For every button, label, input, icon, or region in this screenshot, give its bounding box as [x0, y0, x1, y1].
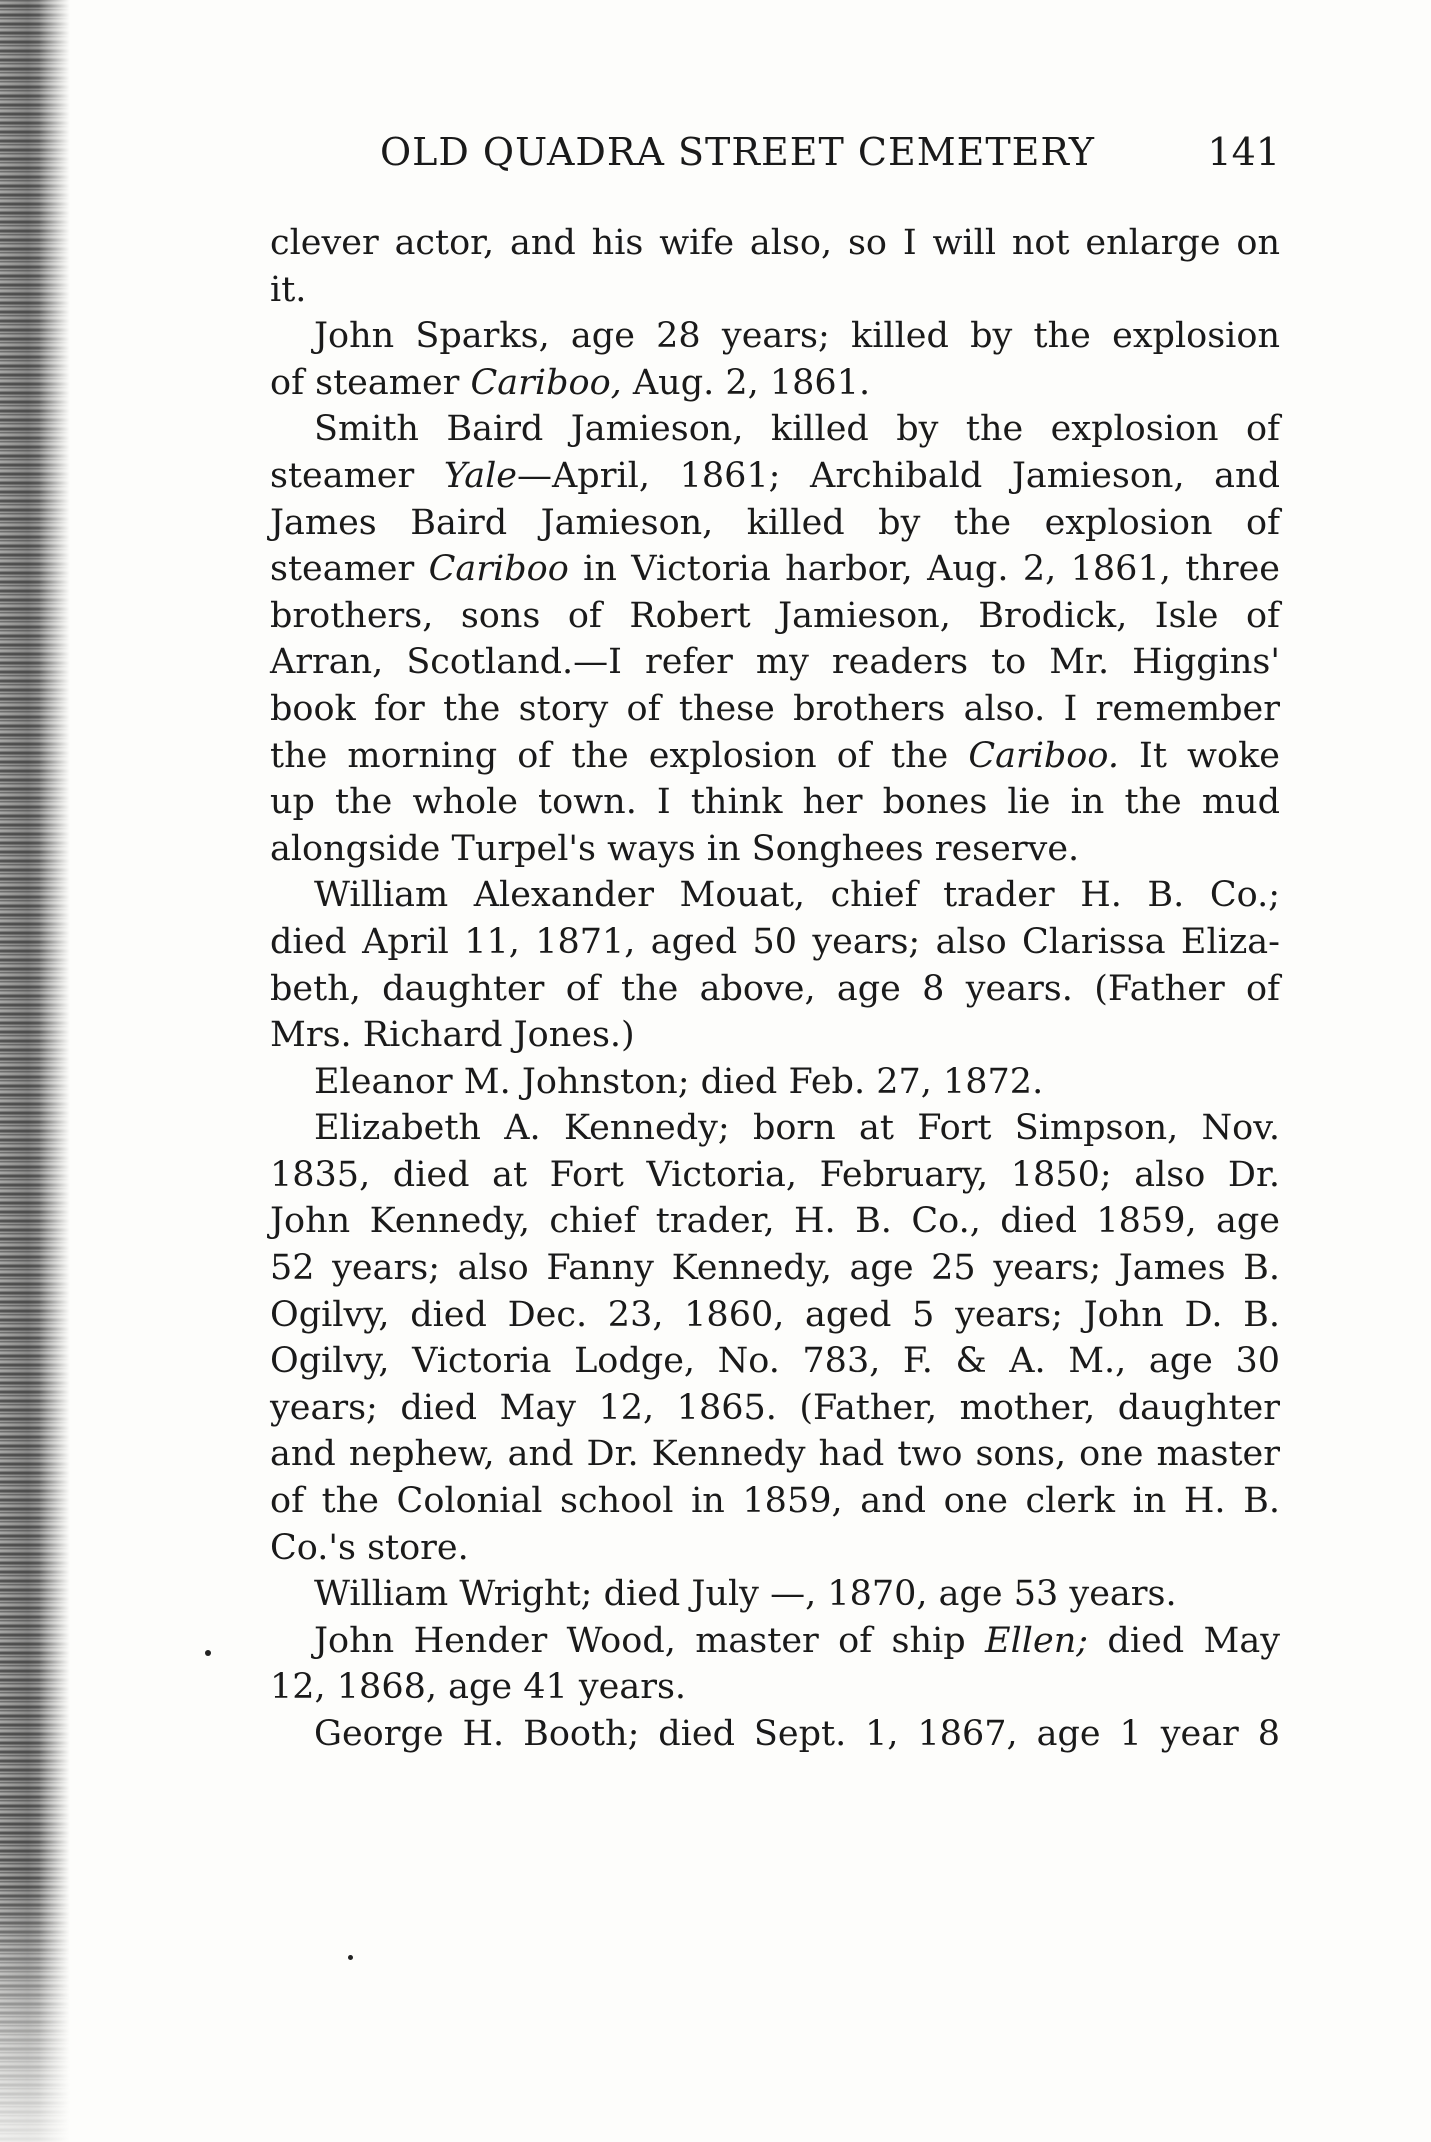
text-run: clever actor, and his wife also, so I will not enlarge on	[270, 223, 1280, 263]
text-line	[270, 826, 1280, 873]
text-run: years; died May 12, 1865. (Father, mother, daughter	[270, 1387, 1280, 1428]
text-run: brothers, sons of Robert Jamieson, Brodick, Isle of	[270, 595, 1280, 636]
text-line	[270, 779, 1280, 826]
text-line	[270, 1338, 1280, 1385]
text-run: steamer	[270, 455, 444, 496]
text-run: Co.'s store.	[270, 1527, 469, 1568]
text-run: John Hender Wood, master of ship	[314, 1620, 986, 1661]
italic-vessel-name: Ellen;	[985, 1620, 1089, 1661]
italic-vessel-name: Cariboo	[428, 549, 569, 590]
text-run: Smith Baird Jamieson, killed by the explosion of	[314, 409, 1280, 450]
italic-vessel-name: Cariboo,	[470, 362, 622, 403]
page-number: 141	[1207, 130, 1280, 174]
page-header	[380, 130, 1280, 190]
text-line	[270, 1478, 1280, 1525]
text-run: beth, daughter of the above, age 8 years. (Father of	[270, 968, 1280, 1009]
text-run: died May	[1088, 1620, 1280, 1661]
text-run: Elizabeth A. Kennedy; born at Fort Simpson, Nov.	[314, 1108, 1280, 1149]
text-line	[270, 313, 1280, 360]
text-line	[270, 1618, 1280, 1665]
text-run: Aug. 2, 1861.	[621, 362, 871, 403]
running-head: OLD QUADRA STREET CEMETERY	[380, 130, 1095, 174]
text-line	[270, 1245, 1280, 1292]
text-run: Eleanor M. Johnston; died Feb. 27, 1872.	[314, 1061, 1044, 1102]
text-line	[270, 872, 1280, 919]
text-run: it.	[270, 269, 307, 310]
text-line	[270, 593, 1280, 640]
text-run: the morning of the explosion of the	[270, 735, 969, 776]
text-line	[270, 1152, 1280, 1199]
text-run: alongside Turpel's ways in Songhees reserve.	[270, 828, 1080, 869]
text-line	[270, 1385, 1280, 1432]
gutter-fade	[0, 1880, 70, 2142]
text-run: —April, 1861; Archibald Jamieson, and	[517, 455, 1280, 496]
body-text	[270, 220, 1280, 1758]
text-run: up the whole town. I think her bones lie in the mud	[270, 782, 1280, 823]
text-line	[270, 1012, 1280, 1059]
text-line	[270, 1059, 1280, 1106]
text-line	[270, 639, 1280, 686]
italic-vessel-name: Yale	[443, 455, 518, 496]
print-speck	[348, 1955, 353, 1960]
text-run: It woke	[1118, 735, 1281, 776]
text-line	[270, 1105, 1280, 1152]
text-line	[270, 360, 1280, 407]
text-line	[270, 500, 1280, 547]
text-run: George H. Booth; died Sept. 1, 1867, age 1 year 8	[314, 1714, 1280, 1754]
print-speck	[205, 1650, 211, 1656]
text-run: John Kennedy, chief trader, H. B. Co., died 1859, age	[270, 1201, 1280, 1242]
text-run: book for the story of these brothers also. I remember	[270, 688, 1280, 729]
text-line	[270, 1431, 1280, 1478]
text-run: John Sparks, age 28 years; killed by the explosion	[314, 316, 1280, 357]
text-run: 12, 1868, age 41 years.	[270, 1667, 687, 1708]
italic-vessel-name: Cariboo.	[968, 735, 1119, 776]
text-line	[270, 406, 1280, 453]
text-line	[270, 1571, 1280, 1618]
text-line	[270, 1664, 1280, 1711]
text-run: and nephew, and Dr. Kennedy had two sons, one master	[270, 1434, 1280, 1475]
text-run: 1835, died at Fort Victoria, February, 1850; also Dr.	[270, 1154, 1280, 1195]
text-line	[270, 966, 1280, 1013]
text-line	[270, 220, 1280, 267]
text-run: in Victoria harbor, Aug. 2, 1861, three	[568, 549, 1280, 590]
text-run: of the Colonial school in 1859, and one clerk in H. B.	[270, 1481, 1280, 1522]
text-line	[270, 453, 1280, 500]
text-line	[270, 919, 1280, 966]
text-line	[270, 733, 1280, 780]
text-run: Arran, Scotland.—I refer my readers to Mr. Higgins'	[270, 642, 1280, 683]
text-run: William Wright; died July —, 1870, age 53 years.	[314, 1574, 1177, 1615]
text-line	[270, 1292, 1280, 1339]
text-run: steamer	[270, 549, 429, 590]
text-run: Ogilvy, died Dec. 23, 1860, aged 5 years; John D. B.	[270, 1294, 1280, 1335]
text-run: William Alexander Mouat, chief trader H. B. Co.;	[314, 875, 1280, 916]
text-run: 52 years; also Fanny Kennedy, age 25 years; James B.	[270, 1248, 1280, 1289]
text-line	[270, 1198, 1280, 1245]
text-run: died April 11, 1871, aged 50 years; also Clarissa Eliza-	[270, 921, 1280, 962]
text-line	[270, 1525, 1280, 1572]
text-run: of steamer	[270, 362, 471, 403]
text-run: Mrs. Richard Jones.)	[270, 1015, 635, 1056]
text-line	[270, 1711, 1280, 1758]
text-run: Ogilvy, Victoria Lodge, No. 783, F. & A. M., age 30	[270, 1341, 1280, 1382]
text-run: James Baird Jamieson, killed by the explosion of	[270, 502, 1280, 543]
text-line	[270, 267, 1280, 314]
text-line	[270, 546, 1280, 593]
binding-gutter-shadow	[0, 0, 70, 2142]
text-line	[270, 686, 1280, 733]
